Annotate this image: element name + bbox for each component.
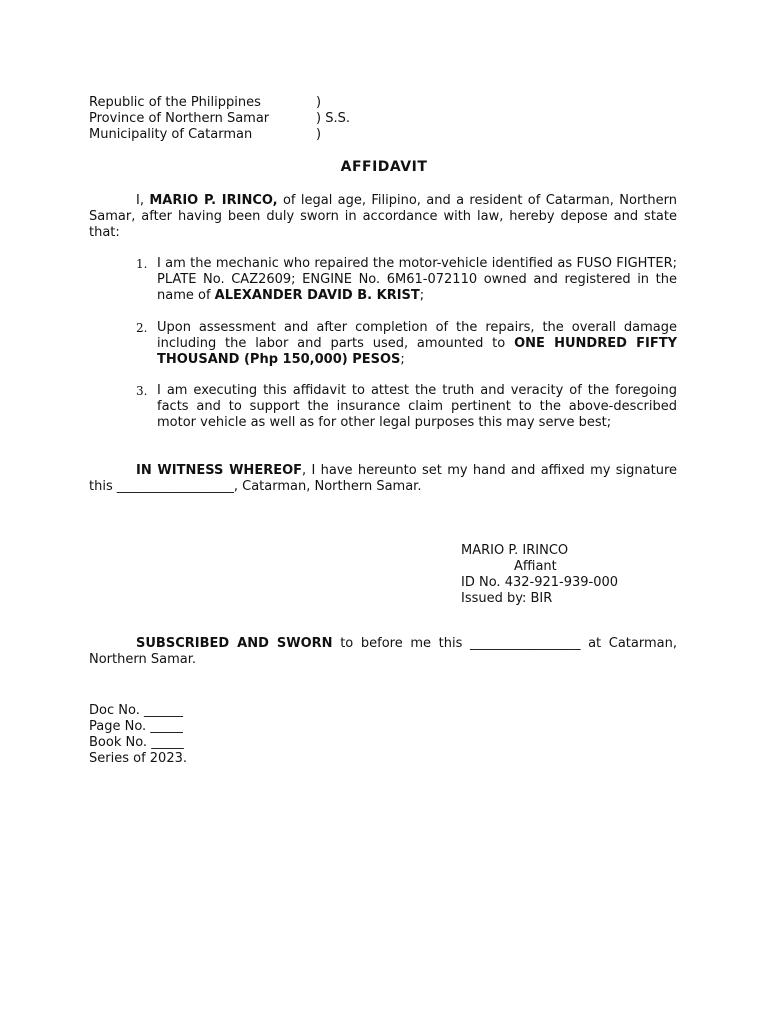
venue-label: Province of Northern Samar bbox=[89, 111, 270, 126]
jurat-paragraph bbox=[89, 636, 677, 668]
notary-doc-no: Doc No. ______ bbox=[89, 703, 183, 718]
venue-label: Republic of the Philippines bbox=[89, 95, 261, 110]
venue-row bbox=[89, 111, 389, 127]
statement-text-before: Upon assessment and after completion of the repairs, the overall damage including the labor and parts used, amounted to bbox=[157, 320, 677, 351]
statement-text bbox=[157, 383, 677, 431]
affiant-name: MARIO P. IRINCO bbox=[461, 543, 569, 558]
statement-item bbox=[136, 256, 677, 304]
statement-text-after: ; bbox=[419, 288, 425, 303]
statement-text-after: ; bbox=[400, 352, 405, 367]
intro-rest: of legal age, Filipino, and a resident of Catarman, Northern Samar, after having been duly sworn in accordance with law, hereby depose and state that: bbox=[89, 193, 677, 240]
statement-text bbox=[157, 256, 677, 304]
venue-paren: ) S.S. bbox=[316, 111, 350, 126]
intro-paragraph bbox=[89, 193, 677, 241]
jurat-bold: SUBSCRIBED AND SWORN bbox=[136, 636, 333, 651]
venue-row bbox=[89, 95, 389, 111]
notary-series: Series of 2023. bbox=[89, 751, 187, 766]
witness-rest: , I have hereunto set my hand and affixed my signature this __________________, Catarman, Northern Samar. bbox=[89, 463, 678, 494]
venue-row bbox=[89, 127, 389, 143]
affiant-id: ID No. 432-921-939-000 bbox=[461, 575, 619, 590]
notary-book-no: Book No. _____ bbox=[89, 735, 184, 750]
statement-bold: ALEXANDER DAVID B. KRIST bbox=[214, 288, 420, 303]
affiant-id-issuer: Issued by: BIR bbox=[461, 591, 553, 606]
statement-number: 2. bbox=[136, 321, 148, 335]
statement-item bbox=[136, 320, 677, 368]
witness-paragraph bbox=[89, 463, 677, 495]
statement-text-before: I am the mechanic who repaired the motor-vehicle identified as FUSO FIGHTER; PLATE No. CAZ2609; ENGINE No. 6M61-072110 owned and registered in the name of bbox=[157, 256, 677, 303]
affiant-role: Affiant bbox=[514, 559, 557, 574]
jurat-rest: to before me this _________________ at Catarman, Northern Samar. bbox=[89, 636, 677, 667]
intro-lead: I, bbox=[136, 193, 150, 208]
statement-number: 3. bbox=[136, 384, 148, 398]
venue-label: Municipality of Catarman bbox=[89, 127, 253, 142]
statement-item bbox=[136, 383, 677, 431]
statement-bold: ONE HUNDRED FIFTY THOUSAND (Php 150,000) PESOS bbox=[157, 336, 677, 367]
venue-paren: ) bbox=[316, 95, 322, 110]
statement-number: 1. bbox=[136, 257, 148, 271]
statement-text-before: I am executing this affidavit to attest the truth and veracity of the foregoing facts and to support the insurance claim pertinent to the above-described motor vehicle as well as for other legal purposes this may serve best; bbox=[157, 383, 677, 430]
signature-block bbox=[461, 543, 681, 607]
affiant-name-intro: MARIO P. IRINCO, bbox=[149, 193, 278, 208]
venue-block bbox=[89, 95, 389, 143]
statement-text bbox=[157, 320, 677, 368]
witness-bold: IN WITNESS WHEREOF bbox=[136, 463, 303, 478]
document-title: AFFIDAVIT bbox=[340, 159, 428, 175]
notary-block bbox=[89, 703, 389, 767]
venue-paren: ) bbox=[316, 127, 322, 142]
notary-page-no: Page No. _____ bbox=[89, 719, 183, 734]
